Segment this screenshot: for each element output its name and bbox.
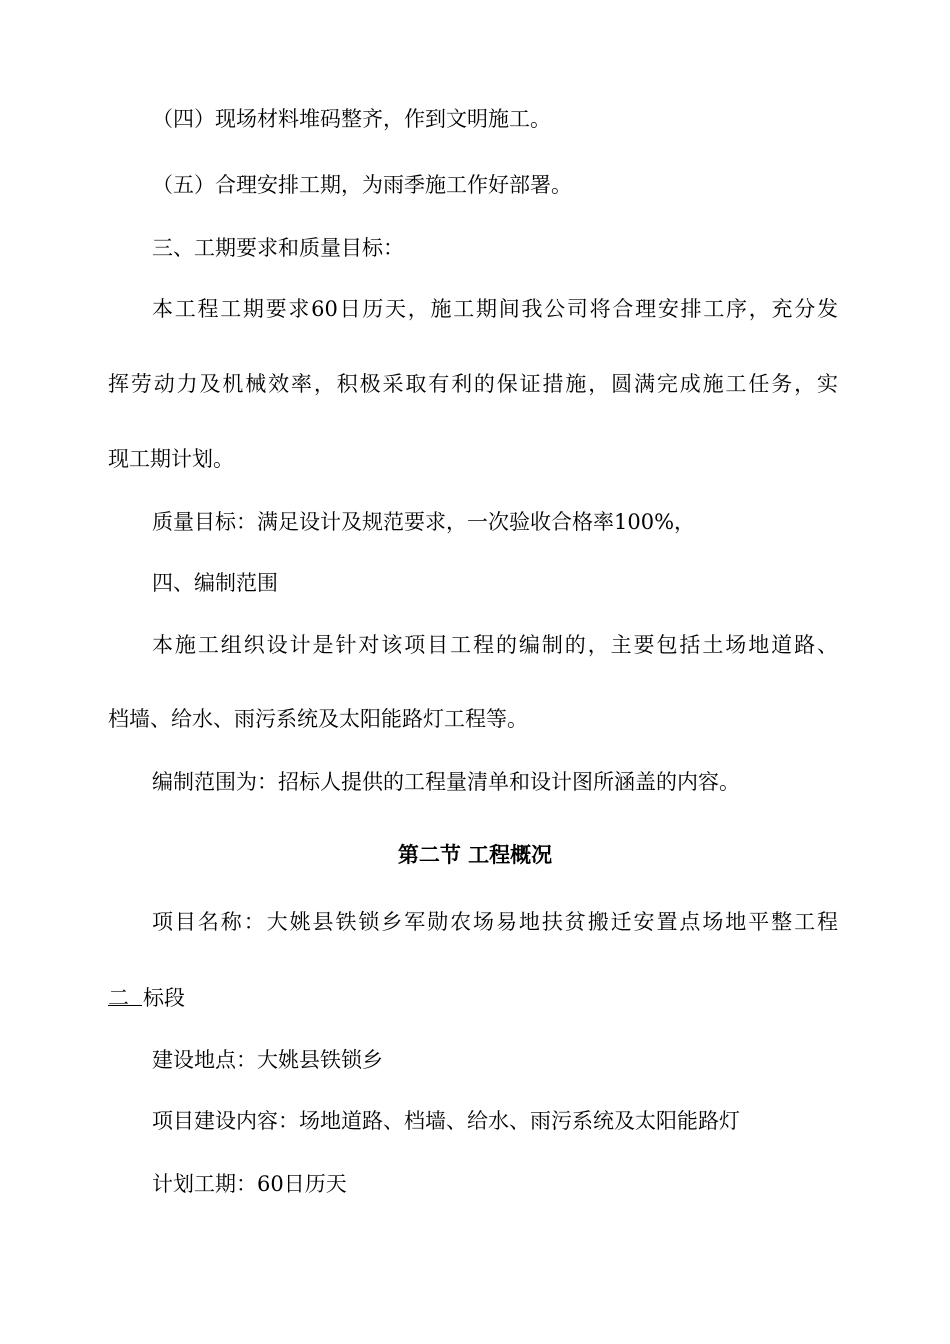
project-name-line: 项目名称：大姚县铁锁乡军勋农场易地扶贫搬迁安置点场地平整工程	[152, 910, 838, 934]
paragraph-line: 本工程工期要求60日历天，施工期间我公司将合理安排工序，充分发	[152, 297, 838, 321]
section-subheading: 三、工期要求和质量目标：	[152, 236, 404, 260]
schedule-line: 计划工期：60日历天	[152, 1172, 347, 1196]
content-line: 项目建设内容：场地道路、档墙、给水、雨污系统及太阳能路灯	[152, 1109, 740, 1133]
location-line: 建设地点：大姚县铁锁乡	[152, 1048, 383, 1072]
paragraph-line: 本施工组织设计是针对该项目工程的编制的，主要包括土场地道路、	[152, 633, 838, 657]
paragraph-line: 质量目标：满足设计及规范要求，一次验收合格率100%，	[152, 510, 696, 534]
paragraph-line: 档墙、给水、雨污系统及太阳能路灯工程等。	[108, 707, 528, 731]
paragraph-line: 编制范围为：招标人提供的工程量清单和设计图所涵盖的内容。	[152, 770, 740, 794]
project-name-continuation	[108, 983, 838, 1013]
section-suffix: 标段	[143, 986, 185, 1010]
paragraph-line: （四）现场材料堆码整齐，作到文明施工。	[152, 107, 551, 131]
paragraph-line: 现工期计划。	[108, 447, 234, 471]
paragraph-line: 挥劳动力及机械效率，积极采取有利的保证措施，圆满完成施工任务，实	[108, 372, 838, 396]
section-heading: 第二节 工程概况	[397, 843, 553, 867]
paragraph-line: （五）合理安排工期，为雨季施工作好部署。	[152, 173, 572, 197]
underlined-blank: 二	[108, 983, 142, 1006]
section-subheading: 四、编制范围	[152, 571, 278, 595]
